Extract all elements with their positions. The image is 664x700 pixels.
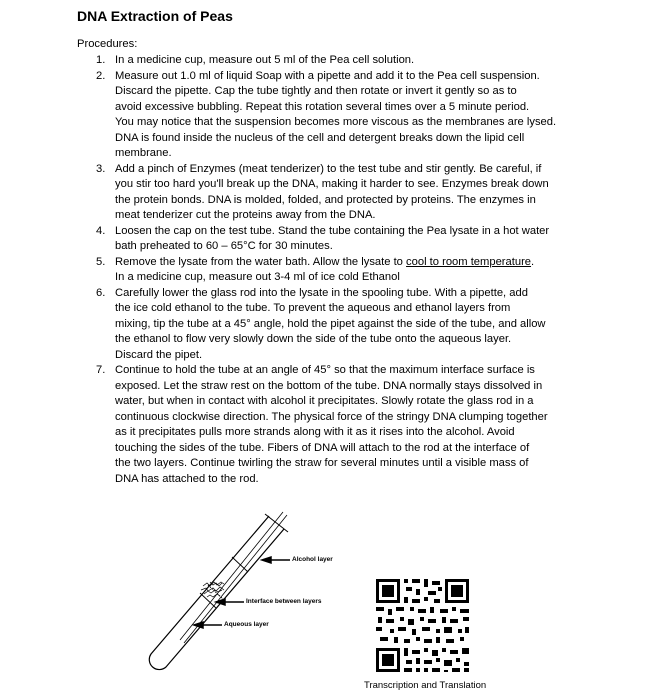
step-number: 6. [96,286,106,299]
step-line: In a medicine cup, measure out 3-4 ml of ice cold Ethanol [115,271,400,283]
step-line: mixing, tip the tube at a 45° angle, hold the pipet against the side of the tube, and allow [115,317,546,330]
step-line: Continue to hold the tube at an angle of 45° so that the maximum interface surface is [115,364,535,376]
step-line: touching the sides of the tube. Fibers of DNA will attach to the rod at the interface of [115,441,530,454]
step-line: In a medicine cup, measure out 5 ml of the Pea cell solution. [115,54,415,66]
step-line: Discard the pipet. [115,348,203,361]
step-line: membrane. [115,147,172,159]
step-line: the ice cold ethanol to the tube. To prevent the aqueous and ethanol layers from [115,302,511,314]
step-line: Add a pinch of Enzymes (meat tenderizer) to the test tube and stir gently. Be careful, if [115,162,542,175]
procedures-heading: Procedures: [77,38,138,50]
step-line: water, but when in contact with alcohol it precipitates. Slowly rotate the glass rod in a [115,395,534,407]
step-4 [77,224,597,255]
step-text: Remove the lysate from the water bath. Allow the lysate to [115,255,407,268]
step-line: avoid excessive bubbling. Repeat this rotation several times over a 5 minute period. [115,100,530,113]
step-line: bath preheated to 60 – 65°C for 30 minutes. [115,240,333,252]
underlined-text: cool to room temperature [406,255,532,268]
qr-caption: Transcription and Translation [364,680,487,691]
step-line: Measure out 1.0 ml of liquid Soap with a pipette and add it to the Pea cell suspension. [115,69,540,82]
step-line: continuous clockwise direction. The physical force of the stringy DNA clumping together [115,410,548,423]
label-aqueous-layer: Aqueous layer [224,621,269,628]
step-line: Carefully lower the glass rod into the lysate in the spooling tube. With a pipette, add [115,286,528,299]
step-line: Loosen the cap on the test tube. Stand the tube containing the Pea lysate in a hot water [115,224,550,237]
step-line: meat tenderizer cut the proteins away from the DNA. [115,209,376,221]
step-line: DNA is found inside the nucleus of the cell and detergent breaks down the lipid cell [115,131,525,144]
step-line [115,255,597,271]
step-text: . [531,255,535,268]
step-line: the two layers. Continue twirling the straw for several minutes until a visible mass of [115,457,529,469]
step-number: 5. [96,255,106,268]
qr-code [376,579,469,672]
step-line: exposed. Let the straw rest on the bottom of the tube. DNA normally stays dissolved in [115,379,543,392]
step-7 [77,363,597,487]
step-1 [77,53,597,69]
step-line: Discard the pipette. Cap the tube tightly and then rotate or invert it gently so as to [115,85,517,97]
step-3 [77,162,597,224]
step-number: 3. [96,162,106,175]
step-line: you stir too hard you'll break up the DNA, making it harder to see. Enzymes break down [115,178,549,190]
test-tube-diagram [0,505,664,700]
step-line: as it precipitates pulls more strands along with it as it rises into the alcohol. Avoid [115,426,515,438]
label-alcohol-layer: Alcohol layer [292,556,333,563]
step-line: You may notice that the suspension becomes more viscous as the membranes are lysed. [115,116,557,128]
step-line: the protein bonds. DNA is molded, folded, and protected by proteins. The enzymes in [115,193,536,206]
document-title: DNA Extraction of Peas [77,8,233,24]
step-5 [77,255,597,286]
procedure-steps [77,53,597,487]
step-line: the ethanol to flow very slowly down the side of the tube onto the aqueous layer. [115,333,512,345]
step-number: 2. [96,69,106,82]
step-number: 1. [96,54,106,66]
test-tube [149,512,288,670]
step-number: 7. [96,364,106,376]
step-2 [77,69,597,162]
step-number: 4. [96,224,106,237]
step-line: DNA has attached to the rod. [115,472,259,485]
step-6 [77,286,597,364]
label-interface: Interface between layers [246,598,322,605]
